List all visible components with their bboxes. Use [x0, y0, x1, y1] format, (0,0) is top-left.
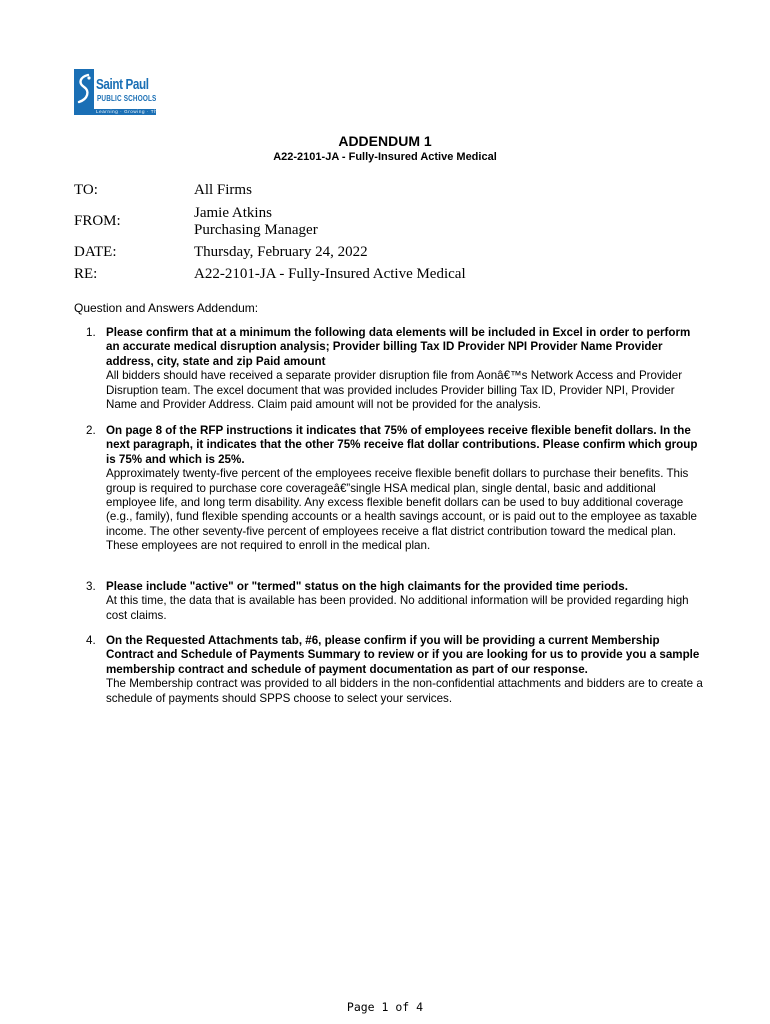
addendum-subtitle: A22-2101-JA - Fully-Insured Active Medical [273, 151, 497, 163]
addendum-title: ADDENDUM 1 [338, 133, 432, 149]
qa-answer: Approximately twenty-five percent of the employees receive flexible benefit dollars to purchase their benefits. This group is required to purchase core coverageâ€”single HSA medical plan, single dental, basic and additional employee life, and long term disability. Any excess flexible benefit dollars can be used to buy additional coverage (e.g., family), fund flexible spending accounts or a health savings account, or is paid out to the employee as taxable income. The other seventy-five percent of employees receive a flat district contribution toward the medical plan. These employees are not required to enroll in the medical plan. [106, 467, 697, 553]
qa-answer: At this time, the data that is available has been provided. No additional information will be provided regarding high cost claims. [106, 594, 689, 622]
memo-value-re: A22-2101-JA - Fully-Insured Active Medical [194, 266, 466, 282]
qa-answer: All bidders should have received a separate provider disruption file from Aonâ€™s Network Access and Provider Disruption team. The excel document that was provided includes Provider billing Tax ID, Provider NPI, Provider Name and Provider Address. Claim paid amount will not be provided for the analysis. [106, 369, 683, 412]
memo-value-from-title: Purchasing Manager [194, 222, 318, 238]
qa-answer: The Membership contract was provided to all bidders in the non-confidential attachments and bidders are to create a schedule of payments should SPPS choose to select your services. [106, 677, 703, 705]
qa-number: 3. [86, 580, 96, 593]
memo-label-date: DATE: [74, 244, 117, 260]
memo-value-to: All Firms [194, 182, 252, 198]
memo-label-from: FROM: [74, 213, 121, 229]
intro-text: Question and Answers Addendum: [74, 301, 259, 315]
logo-subtitle: PUBLIC SCHOOLS [97, 94, 157, 103]
page-number: Page 1 of 4 [346, 1000, 424, 1014]
qa-question: Please include "active" or "termed" status on the high claimants for the provided time periods. [106, 580, 628, 593]
qa-question: On the Requested Attachments tab, #6, please confirm if you will be providing a current Membership Contract and Schedule of Payments Summary to review or if you are looking for us to provide you a sample membership contract and schedule of payment documentation as part of our response. [106, 634, 700, 676]
memo-label-re: RE: [74, 266, 98, 282]
saint-paul-public-schools-logo [74, 69, 172, 117]
memo-value-from-name: Jamie Atkins [194, 205, 272, 221]
memo-value-date: Thursday, February 24, 2022 [194, 244, 368, 260]
qa-number: 1. [86, 326, 96, 339]
qa-number: 4. [86, 634, 96, 647]
memo-label-to: TO: [74, 182, 98, 198]
qa-question: On page 8 of the RFP instructions it indicates that 75% of employees receive flexible benefit dollars. In the next paragraph, it indicates that the other 75% receive flat dollar contributions. Please confirm which group is 75% and which is 25%. [106, 424, 698, 466]
logo-swoosh-icon [74, 69, 94, 109]
logo-name: Saint Paul [96, 76, 149, 93]
qa-number: 2. [86, 424, 96, 437]
qa-question: Please confirm that at a minimum the following data elements will be included in Excel in order to perform an accurate medical disruption analysis; Provider billing Tax ID Provider NPI Provider Name Provider address, city, state and zip Paid amount [106, 326, 691, 368]
logo-tagline: Learning · Growing · Thriving [96, 109, 172, 114]
